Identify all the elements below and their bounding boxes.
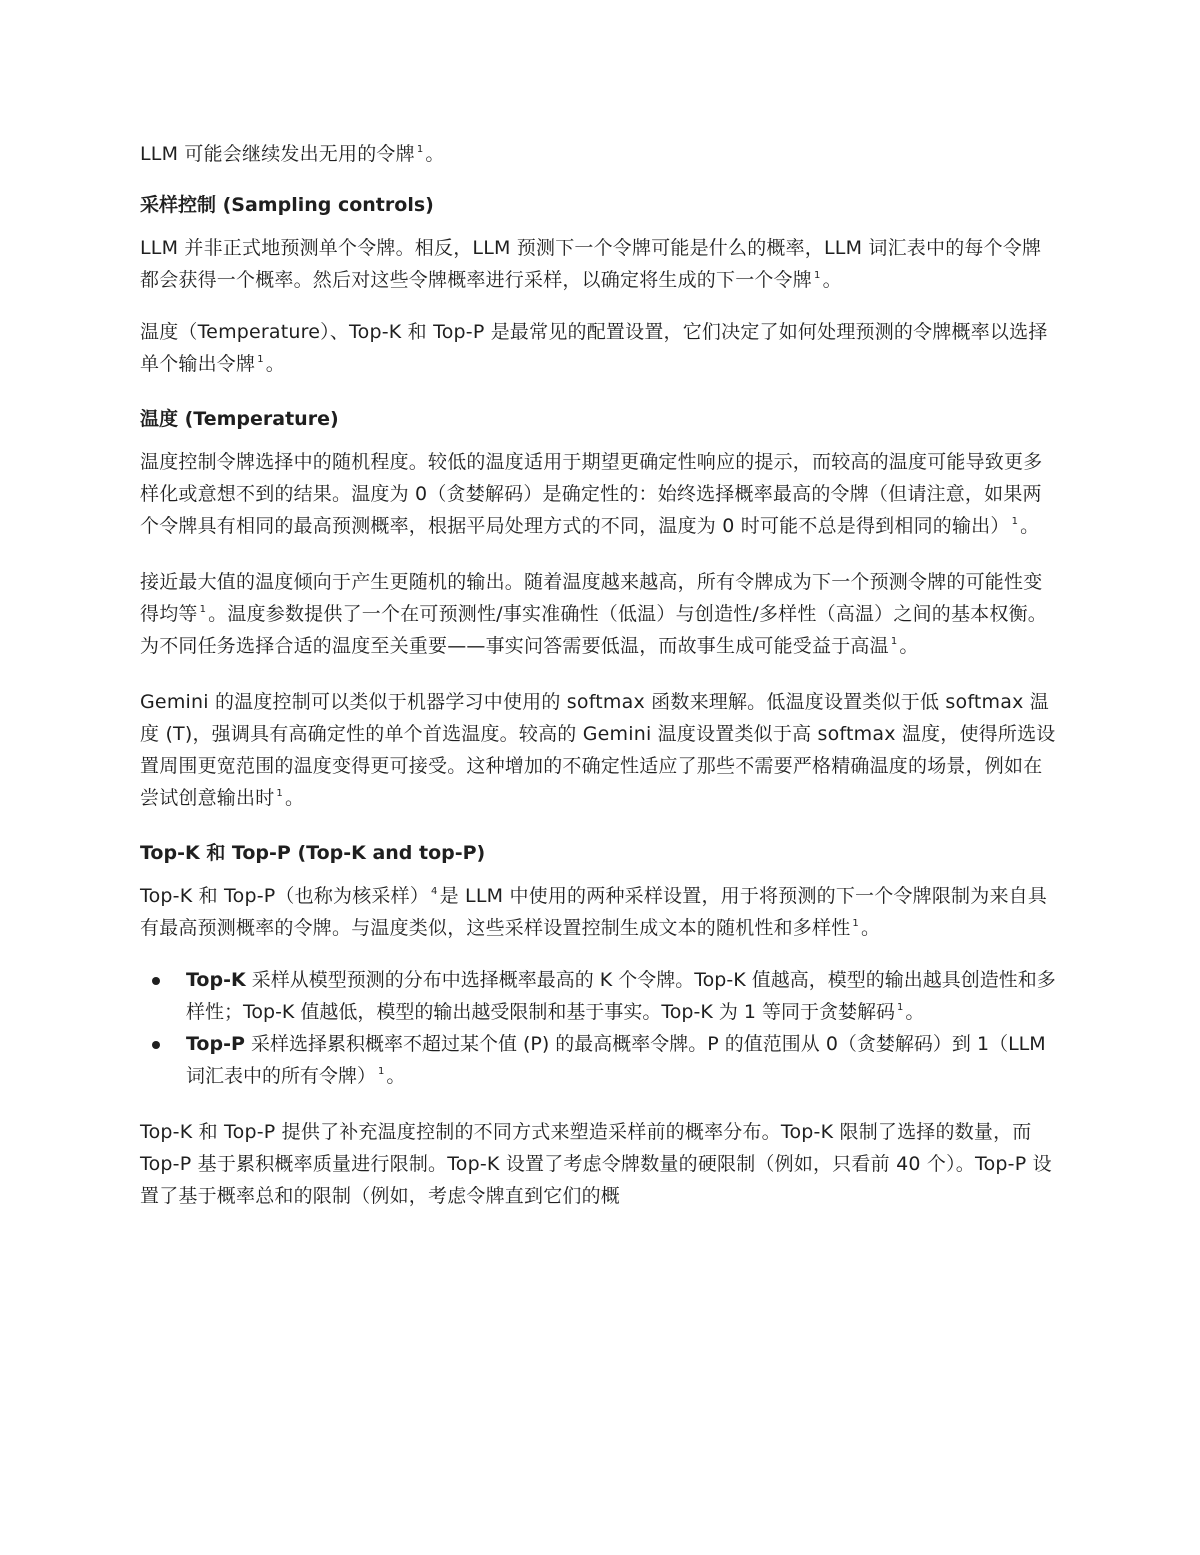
paragraph-tail: 。 <box>284 787 305 809</box>
footnote-ref[interactable]: 1 <box>276 788 283 799</box>
paragraph-text: LLM 可能会继续发出无用的令牌 <box>140 143 415 165</box>
paragraph <box>140 566 1060 662</box>
list-item-topp <box>140 1028 1060 1092</box>
paragraph-text: Gemini 的温度控制可以类似于机器学习中使用的 softmax 函数来理解。低温度设置类似于低 softmax 温度 (T)，强调具有高确定性的单个首选温度。较高的 Gemini 温度设置类似于高 softmax 温度，使得所选设置周围更宽范围的温度变得更可接受。这种增加的不确定性适应了那些不需要严格精确温度的场景，例如在尝试创意输出时 <box>140 691 1056 809</box>
footnote-ref[interactable]: 1 <box>199 604 207 615</box>
paragraph-tail: 。 <box>860 917 881 939</box>
paragraph-text: 。温度参数提供了一个在可预测性/事实准确性（低温）与创造性/多样性（高温）之间的基本权衡。为不同任务选择合适的温度至关重要——事实问答需要低温，而故事生成可能受益于高温 <box>140 603 1047 657</box>
paragraph-tail: 。 <box>1020 515 1040 537</box>
paragraph-tail: 。 <box>265 353 285 375</box>
list-item-text: 采样选择累积概率不超过某个值 (P) 的最高概率令牌。P 的值范围从 0（贪婪解码）到 1（LLM 词汇表中的所有令牌） <box>186 1033 1046 1087</box>
paragraph <box>140 446 1060 542</box>
footnote-ref[interactable]: 1 <box>897 1002 904 1013</box>
list-item-tail: 。 <box>386 1065 406 1087</box>
paragraph-text: 温度（Temperature）、Top-K 和 Top-P 是最常见的配置设置，它们决定了如何处理预测的令牌概率以选择单个输出令牌 <box>140 321 1048 375</box>
document-page <box>140 138 1060 1232</box>
bullet-icon <box>152 977 160 985</box>
footnote-ref[interactable]: 1 <box>378 1066 385 1077</box>
section-heading-sampling-controls: 采样控制 (Sampling controls) <box>140 194 434 216</box>
bullet-list <box>140 964 1060 1092</box>
list-item-topk <box>140 964 1060 1028</box>
paragraph-tail: 。 <box>822 269 842 291</box>
paragraph-text: 是 LLM 中使用的两种采样设置，用于将预测的下一个令牌限制为来自具有最高预测概率的令牌。与温度类似，这些采样设置控制生成文本的随机性和多样性 <box>140 885 1048 939</box>
section-heading-temperature: 温度 (Temperature) <box>140 408 339 430</box>
footnote-ref[interactable]: 1 <box>257 354 264 365</box>
paragraph <box>140 316 1060 380</box>
paragraph <box>140 880 1060 944</box>
footnote-ref[interactable]: 1 <box>890 636 898 647</box>
paragraph-text: Top-K 和 Top-P 提供了补充温度控制的不同方式来塑造采样前的概率分布。Top-K 限制了选择的数量，而 Top-P 基于累积概率质量进行限制。Top-K 设置了考虑令牌数量的硬限制（例如，只看前 40 个）。Top-P 设置了基于概率总和的限制（例如，考虑令牌直到它们的概 <box>140 1121 1052 1207</box>
term-bold: Top-P <box>186 1033 245 1055</box>
list-item-tail: 。 <box>905 1001 925 1023</box>
paragraph <box>140 1116 1060 1212</box>
term-bold: Top-K <box>186 969 246 991</box>
paragraph <box>140 232 1060 296</box>
paragraph-text: Top-K 和 Top-P（也称为核采样） <box>140 885 430 907</box>
bullet-icon <box>152 1041 160 1049</box>
footnote-ref[interactable]: 1 <box>852 918 859 929</box>
footnote-ref[interactable]: 1 <box>1011 516 1019 527</box>
paragraph-tail: 。 <box>425 143 445 165</box>
footnote-ref[interactable]: 1 <box>814 270 821 281</box>
paragraph-text: 接近最大值的温度倾向于产生更随机的输出。随着温度越来越高，所有令牌成为下一个预测令牌的可能性变得均等 <box>140 571 1043 625</box>
paragraph-text: LLM 并非正式地预测单个令牌。相反，LLM 预测下一个令牌可能是什么的概率，LLM 词汇表中的每个令牌都会获得一个概率。然后对这些令牌概率进行采样，以确定将生成的下一个令牌 <box>140 237 1042 291</box>
paragraph <box>140 686 1060 814</box>
paragraph <box>140 138 1060 170</box>
section-heading-topk-topp: Top-K 和 Top-P (Top-K and top-P) <box>140 842 486 864</box>
list-item-text: 采样从模型预测的分布中选择概率最高的 K 个令牌。Top-K 值越高，模型的输出越具创造性和多样性；Top-K 值越低，模型的输出越受限制和基于事实。Top-K 为 1 等同于贪婪解码 <box>186 969 1056 1023</box>
footnote-ref[interactable]: 4 <box>431 886 438 897</box>
paragraph-tail: 。 <box>899 635 919 657</box>
footnote-ref[interactable]: 1 <box>416 144 424 155</box>
paragraph-text: 温度控制令牌选择中的随机程度。较低的温度适用于期望更确定性响应的提示，而较高的温度可能导致更多样化或意想不到的结果。温度为 0（贪婪解码）是确定性的：始终选择概率最高的令牌（但请注意，如果两个令牌具有相同的最高预测概率，根据平局处理方式的不同，温度为 0 时可能不总是得到相同的输出） <box>140 451 1043 537</box>
